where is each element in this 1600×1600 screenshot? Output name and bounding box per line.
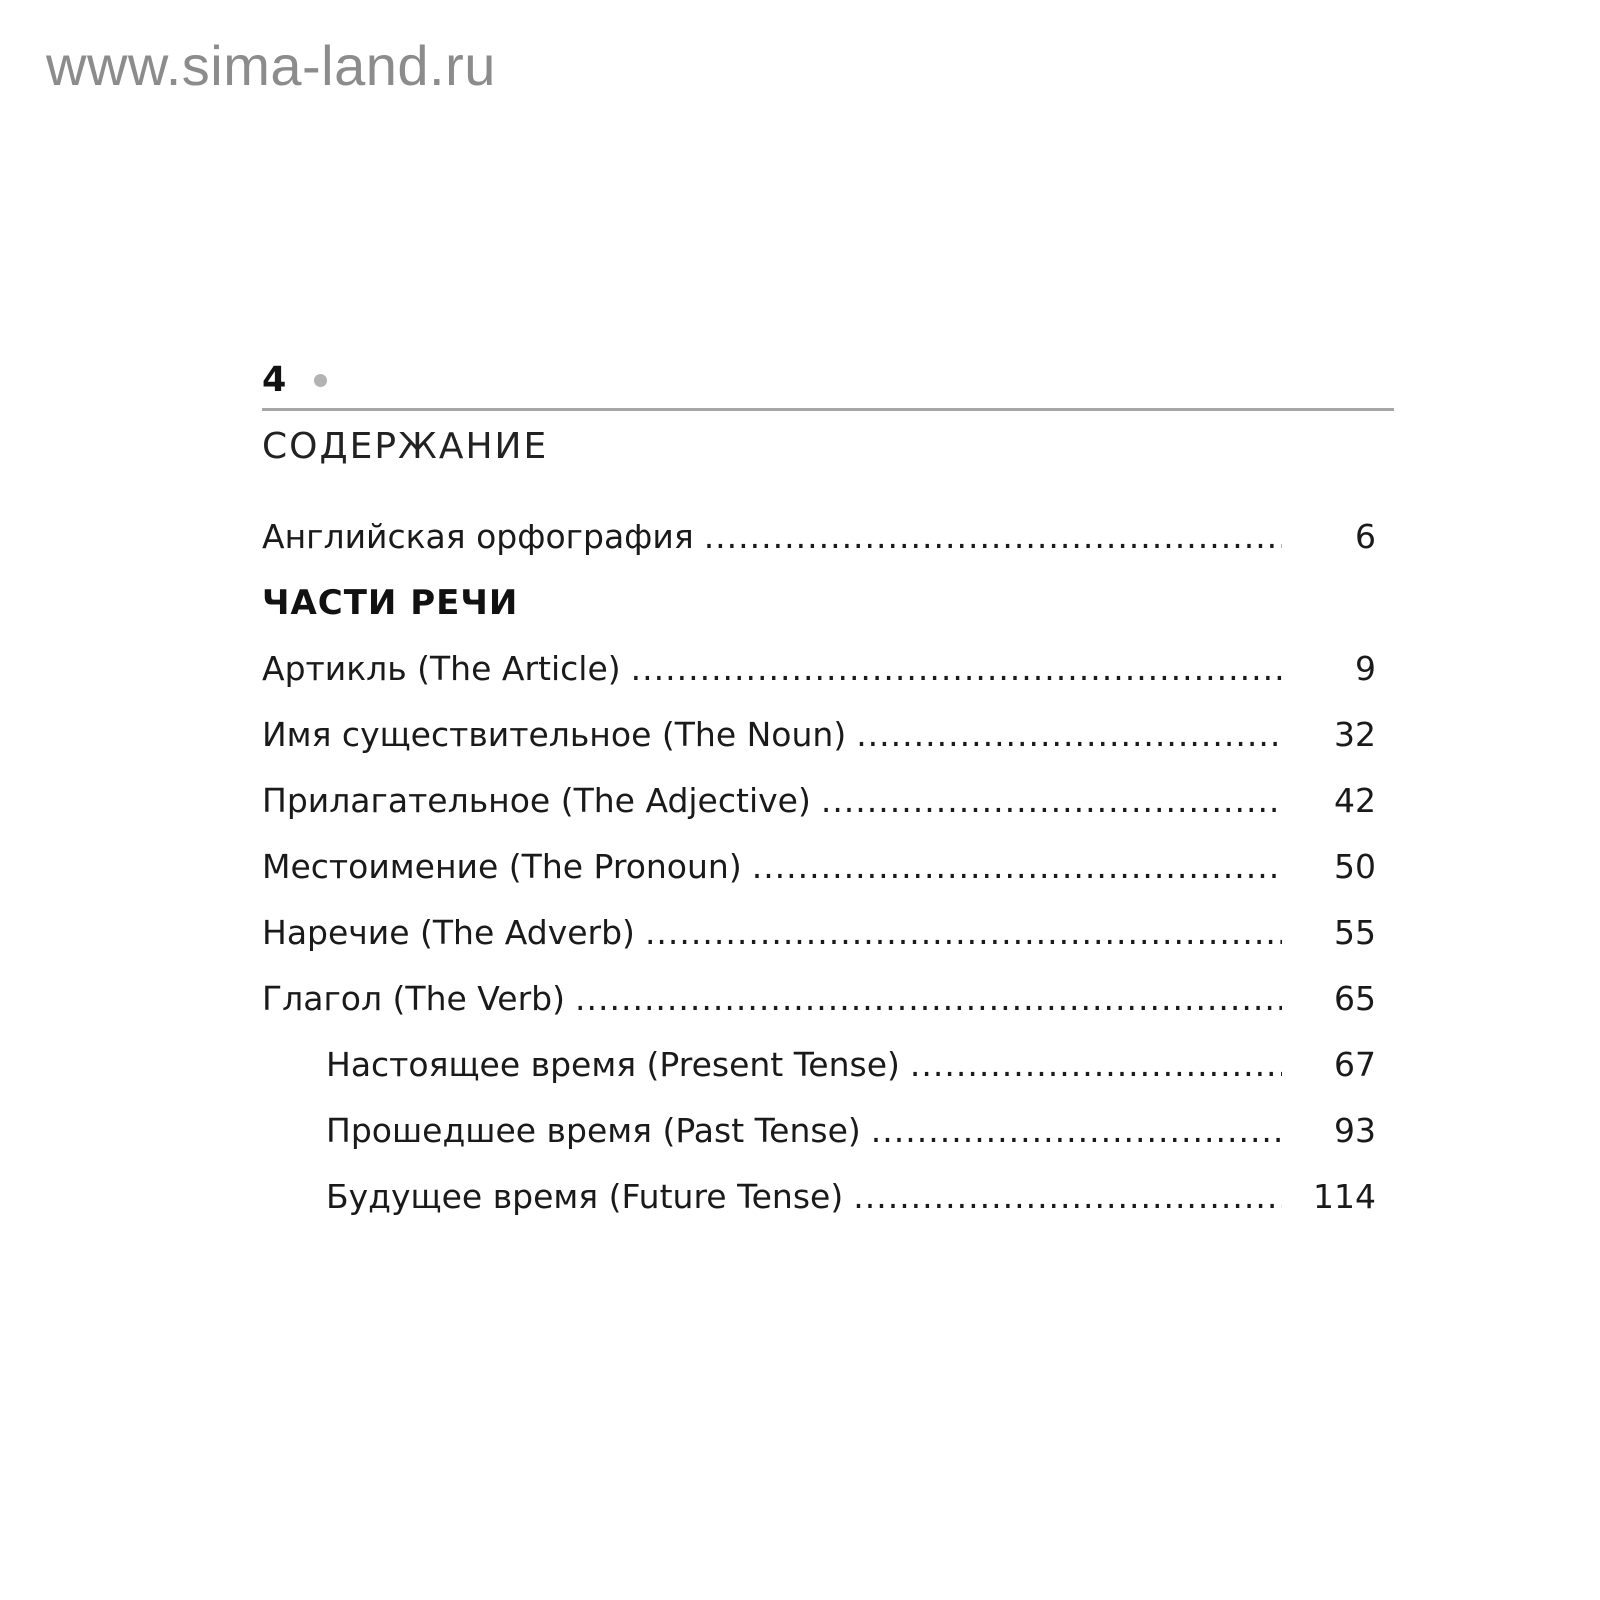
dot-leader: [910, 1045, 1282, 1085]
toc-entry-page: 9: [1355, 648, 1376, 688]
table-of-contents: [262, 517, 1376, 1243]
toc-entry-page: 67: [1334, 1044, 1376, 1084]
toc-entry-label: Имя существительное (The Noun): [262, 714, 847, 754]
section-heading: ЧАСТИ РЕЧИ: [262, 582, 519, 623]
toc-entry-page: 114: [1313, 1176, 1376, 1216]
toc-entry: [262, 517, 1376, 583]
dot-leader: [821, 781, 1282, 821]
dot-leader: [752, 847, 1282, 887]
book-page: [262, 356, 1392, 1243]
dot-leader: [871, 1111, 1282, 1151]
toc-entry-page: 55: [1334, 912, 1376, 952]
dot-leader: [631, 649, 1282, 689]
page-number: 4: [262, 360, 287, 400]
toc-entry-page: 32: [1334, 714, 1376, 754]
toc-entry: [262, 979, 1376, 1045]
toc-title: СОДЕРЖАНИЕ: [262, 426, 549, 467]
watermark-text: www.sima-land.ru: [46, 34, 496, 97]
toc-entry-label: Местоимение (The Pronoun): [262, 846, 742, 886]
toc-sub-entry: [262, 1045, 1376, 1111]
toc-entry: [262, 847, 1376, 913]
toc-entry-page: 50: [1334, 846, 1376, 886]
toc-entry-label: Прилагательное (The Adjective): [262, 780, 811, 820]
toc-entry-label: Будущее время (Future Tense): [326, 1176, 844, 1216]
toc-entry-page: 65: [1334, 978, 1376, 1018]
toc-entry-label: Глагол (The Verb): [262, 978, 565, 1018]
toc-entry-label: Артикль (The Article): [262, 648, 621, 688]
toc-entry-page: 42: [1334, 780, 1376, 820]
toc-entry-label: Настоящее время (Present Tense): [326, 1044, 900, 1084]
toc-entry: [262, 649, 1376, 715]
toc-entry-label: Прошедшее время (Past Tense): [326, 1110, 861, 1150]
dot-leader: [704, 517, 1282, 557]
toc-entry: [262, 781, 1376, 847]
page-header: [262, 356, 1392, 404]
bullet-dot-icon: [314, 374, 327, 387]
toc-sub-entry: [262, 1177, 1376, 1243]
toc-sub-entry: [262, 1111, 1376, 1177]
dot-leader: [856, 715, 1282, 755]
dot-leader: [645, 913, 1282, 953]
toc-entry-label: Наречие (The Adverb): [262, 912, 635, 952]
toc-entry-page: 6: [1355, 516, 1376, 556]
dot-leader: [853, 1177, 1282, 1217]
dot-leader: [575, 979, 1282, 1019]
header-divider: [262, 408, 1394, 411]
toc-entry: [262, 715, 1376, 781]
toc-entry-page: 93: [1334, 1110, 1376, 1150]
toc-entry-label: Английская орфография: [262, 516, 694, 556]
toc-entry: [262, 913, 1376, 979]
